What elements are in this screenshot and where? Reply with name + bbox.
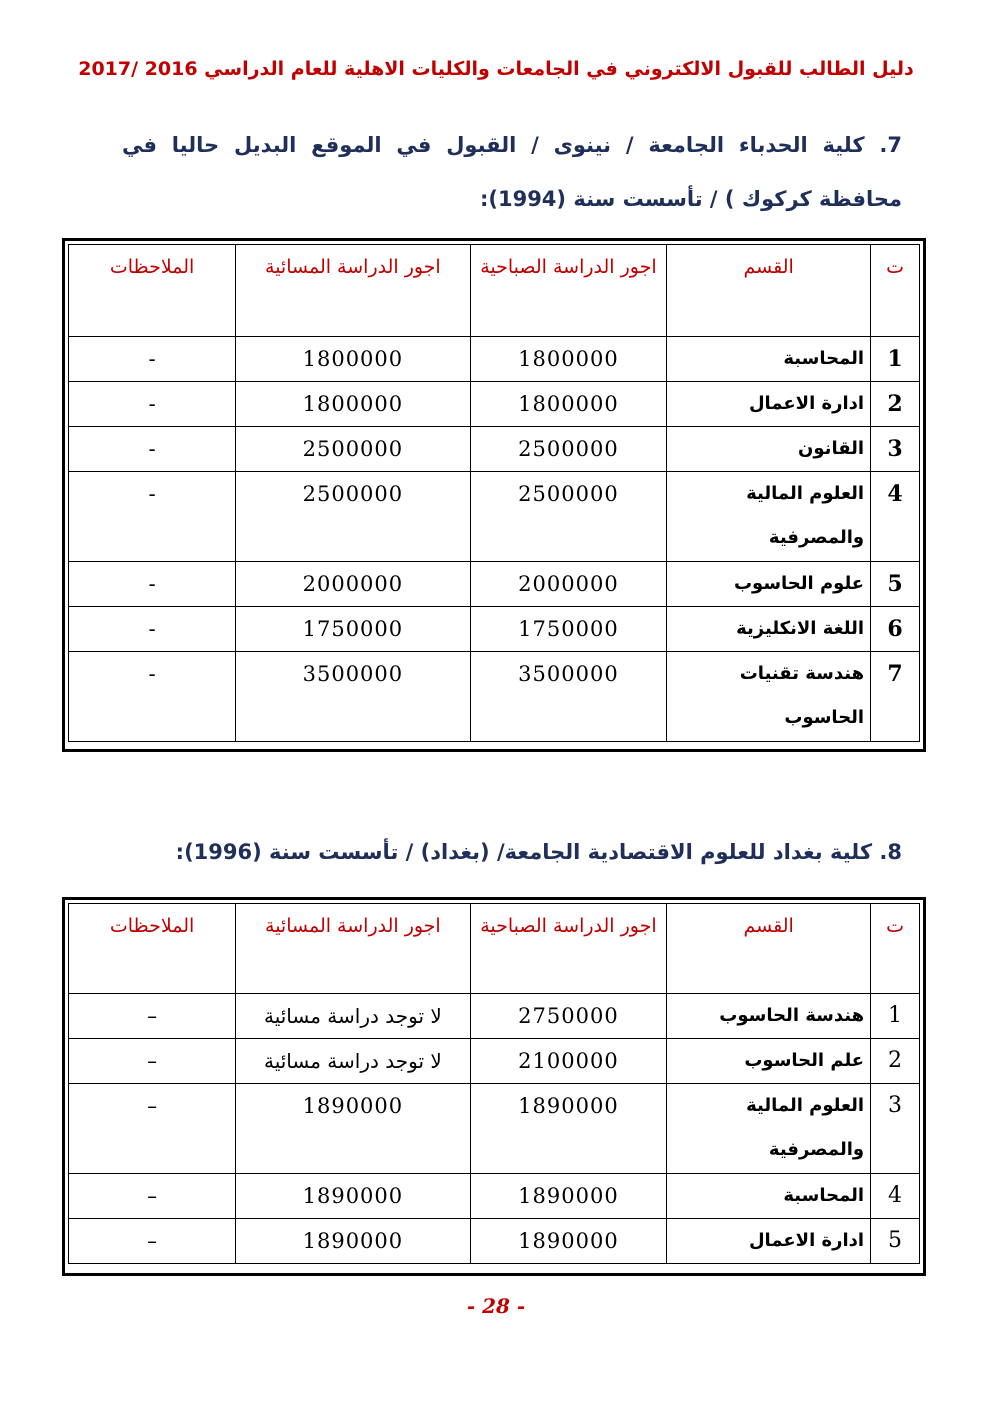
row-evening-fee: لا توجد دراسة مسائية — [236, 994, 470, 1039]
row-department: المحاسبة — [667, 1174, 871, 1219]
row-morning-fee: 1890000 — [470, 1219, 667, 1264]
row-notes: – — [69, 994, 236, 1039]
row-notes: – — [69, 1084, 236, 1174]
row-notes: – — [69, 1219, 236, 1264]
row-index: 4 — [871, 1174, 920, 1219]
row-index: 2 — [871, 1039, 920, 1084]
row-evening-fee: 1890000 — [236, 1174, 470, 1219]
row-index: 5 — [871, 562, 920, 607]
row-morning-fee: 2000000 — [470, 562, 667, 607]
row-notes: - — [69, 427, 236, 472]
section-8-table — [62, 897, 926, 1276]
row-index: 7 — [871, 652, 920, 742]
row-department: ادارة الاعمال — [667, 382, 871, 427]
row-index: 4 — [871, 472, 920, 562]
row-morning-fee: 1890000 — [470, 1084, 667, 1174]
section-7-title: 7. كلية الحدباء الجامعة / نينوى / القبول في الموقع البديل حاليا في محافظة كركوك ) / تأسست سنة (1994): — [122, 133, 902, 211]
header-idx: ت — [871, 245, 920, 337]
row-evening-fee: 2500000 — [236, 472, 470, 562]
row-index: 5 — [871, 1219, 920, 1264]
table-row — [69, 1219, 920, 1264]
header-evening-fees: اجور الدراسة المسائية — [236, 904, 470, 994]
header-dept: القسم — [667, 245, 871, 337]
row-evening-fee: 3500000 — [236, 652, 470, 742]
table-row — [69, 652, 920, 742]
row-notes: – — [69, 1039, 236, 1084]
row-morning-fee: 2500000 — [470, 472, 667, 562]
row-evening-fee: 1890000 — [236, 1084, 470, 1174]
row-morning-fee: 2100000 — [470, 1039, 667, 1084]
header-notes: الملاحظات — [69, 904, 236, 994]
table-row — [69, 337, 920, 382]
row-department: هندسة تقنيات الحاسوب — [667, 652, 871, 742]
row-department: هندسة الحاسوب — [667, 994, 871, 1039]
row-department: القانون — [667, 427, 871, 472]
row-evening-fee: 1800000 — [236, 337, 470, 382]
row-evening-fee: 1890000 — [236, 1219, 470, 1264]
table-row — [69, 994, 920, 1039]
row-evening-fee: 1750000 — [236, 607, 470, 652]
row-department: العلوم المالية والمصرفية — [667, 472, 871, 562]
row-morning-fee: 3500000 — [470, 652, 667, 742]
row-department: العلوم المالية والمصرفية — [667, 1084, 871, 1174]
row-notes: – — [69, 1174, 236, 1219]
header-morning-fees: اجور الدراسة الصباحية — [470, 904, 667, 994]
row-department: علم الحاسوب — [667, 1039, 871, 1084]
section-7-table — [62, 238, 926, 752]
header-evening-fees: اجور الدراسة المسائية — [236, 245, 470, 337]
row-morning-fee: 1750000 — [470, 607, 667, 652]
table-row — [69, 607, 920, 652]
row-department: المحاسبة — [667, 337, 871, 382]
row-index: 2 — [871, 382, 920, 427]
table-row — [69, 1084, 920, 1174]
table-row — [69, 1039, 920, 1084]
row-morning-fee: 1800000 — [470, 337, 667, 382]
row-department: ادارة الاعمال — [667, 1219, 871, 1264]
row-index: 3 — [871, 427, 920, 472]
table-row — [69, 472, 920, 562]
row-notes: - — [69, 607, 236, 652]
row-notes: - — [69, 382, 236, 427]
row-index: 1 — [871, 337, 920, 382]
row-notes: - — [69, 337, 236, 382]
page-number: - 28 - — [466, 1294, 526, 1318]
table-row — [69, 562, 920, 607]
header-dept: القسم — [667, 904, 871, 994]
row-morning-fee: 1800000 — [470, 382, 667, 427]
row-index: 3 — [871, 1084, 920, 1174]
table-row — [69, 427, 920, 472]
page-header: دليل الطالب للقبول الالكتروني في الجامعات والكليات الاهلية للعام الدراسي 2016 /2017 — [78, 58, 914, 80]
row-morning-fee: 2750000 — [470, 994, 667, 1039]
header-notes: الملاحظات — [69, 245, 236, 337]
row-evening-fee: لا توجد دراسة مسائية — [236, 1039, 470, 1084]
row-morning-fee: 1890000 — [470, 1174, 667, 1219]
row-notes: - — [69, 562, 236, 607]
row-notes: - — [69, 472, 236, 562]
row-evening-fee: 2500000 — [236, 427, 470, 472]
header-morning-fees: اجور الدراسة الصباحية — [470, 245, 667, 337]
row-department: علوم الحاسوب — [667, 562, 871, 607]
header-idx: ت — [871, 904, 920, 994]
table-row — [69, 1174, 920, 1219]
row-index: 1 — [871, 994, 920, 1039]
row-notes: - — [69, 652, 236, 742]
table-row — [69, 382, 920, 427]
row-evening-fee: 2000000 — [236, 562, 470, 607]
row-evening-fee: 1800000 — [236, 382, 470, 427]
row-index: 6 — [871, 607, 920, 652]
section-8-title: 8. كلية بغداد للعلوم الاقتصادية الجامعة/ (بغداد) / تأسست سنة (1996): — [175, 840, 902, 864]
row-morning-fee: 2500000 — [470, 427, 667, 472]
row-department: اللغة الانكليزية — [667, 607, 871, 652]
